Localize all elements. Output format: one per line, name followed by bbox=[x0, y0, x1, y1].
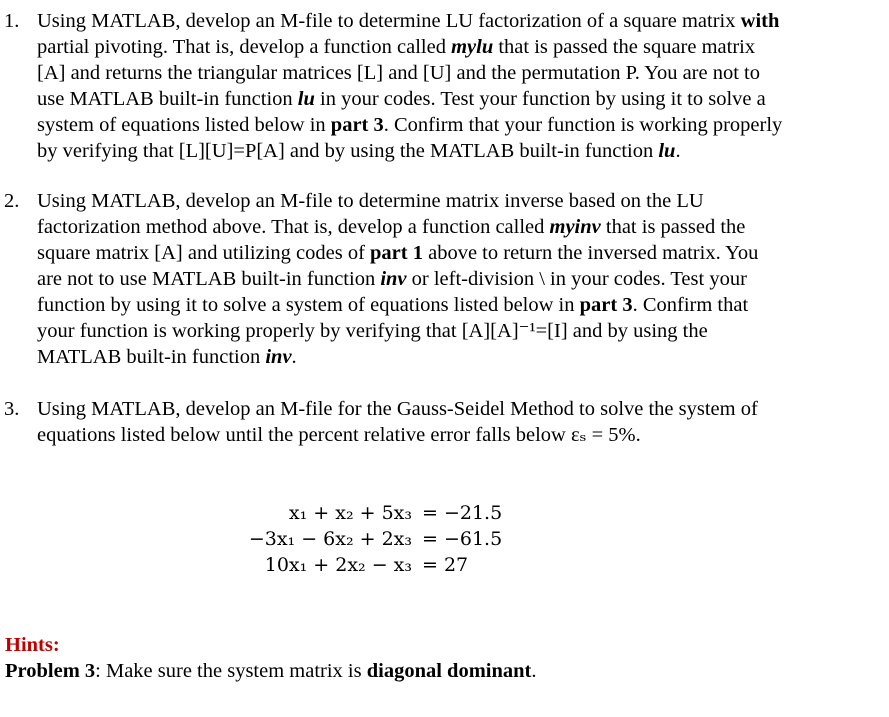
equation-rhs: = 27 bbox=[422, 554, 469, 576]
text-run: . Confirm that bbox=[632, 294, 749, 316]
text-run: that is passed the square matrix bbox=[493, 36, 756, 58]
text-run: Using MATLAB, develop an M-file to determine LU factorization of a square matrix bbox=[37, 10, 741, 32]
equation-lhs: 10x₁ + 2x₂ − x₃ bbox=[264, 554, 412, 576]
equation-rhs: = −61.5 bbox=[422, 528, 503, 550]
emphasis-text: with bbox=[740, 10, 780, 32]
text-line bbox=[37, 292, 880, 318]
equation-system bbox=[248, 500, 620, 578]
problem-text bbox=[37, 188, 880, 370]
text-line bbox=[37, 396, 880, 422]
hints-text bbox=[5, 658, 536, 684]
text-run: Using MATLAB, develop an M-file to determine matrix inverse based on the LU bbox=[37, 190, 704, 212]
emphasis-text: part 3 bbox=[579, 294, 633, 316]
text-line bbox=[37, 188, 880, 214]
equation-row bbox=[248, 526, 620, 552]
text-run: by verifying that [L][U]=P[A] and by using the MATLAB built-in function bbox=[37, 140, 659, 162]
text-run: function by using it to solve a system of equations listed below in bbox=[37, 294, 580, 316]
equation-lhs: −3x₁ − 6x₂ + 2x₃ bbox=[248, 528, 412, 550]
emphasis-text: lu bbox=[658, 140, 676, 162]
text-run: partial pivoting. That is, develop a function called bbox=[37, 36, 452, 58]
text-run: above to return the inversed matrix. You bbox=[422, 242, 759, 264]
text-run: in your codes. Test your function by using it to solve a bbox=[314, 88, 766, 110]
text-line bbox=[37, 8, 880, 34]
problem-number: 3. bbox=[4, 398, 20, 420]
text-run: factorization method above. That is, develop a function called bbox=[37, 216, 550, 238]
emphasis-text: inv bbox=[380, 268, 407, 290]
equation-lhs: x₁ + x₂ + 5x₃ bbox=[288, 502, 412, 524]
problem-text bbox=[37, 8, 880, 164]
text-line bbox=[37, 214, 880, 240]
text-line bbox=[37, 318, 880, 344]
equation-rhs: = −21.5 bbox=[422, 502, 503, 524]
emphasis-text: inv bbox=[265, 346, 292, 368]
problem-3 bbox=[0, 396, 880, 448]
problem-number: 1. bbox=[4, 10, 20, 32]
text-run: that is passed the bbox=[600, 216, 746, 238]
text-line bbox=[37, 422, 880, 448]
text-run: use MATLAB built-in function bbox=[37, 88, 298, 110]
text-run: system of equations listed below in bbox=[37, 114, 331, 136]
problem-2 bbox=[0, 188, 880, 370]
text-run: . Confirm that your function is working properly bbox=[383, 114, 783, 136]
text-line bbox=[37, 86, 880, 112]
text-line bbox=[37, 138, 880, 164]
text-run: your function is working properly by verifying that [A][A]⁻¹=[I] and by using the bbox=[37, 320, 708, 342]
hint-emphasis: diagonal dominant bbox=[366, 660, 532, 682]
hint-end: . bbox=[531, 660, 537, 682]
problem-number: 2. bbox=[4, 190, 20, 212]
text-run: are not to use MATLAB built-in function bbox=[37, 268, 381, 290]
text-line bbox=[37, 112, 880, 138]
emphasis-text: myinv bbox=[549, 216, 601, 238]
equation-row bbox=[260, 552, 620, 578]
text-run: equations listed below until the percent relative error falls below εₛ = 5%. bbox=[37, 424, 641, 446]
emphasis-text: part 1 bbox=[370, 242, 423, 264]
emphasis-text: part 3 bbox=[330, 114, 384, 136]
text-run: MATLAB built-in function bbox=[37, 346, 266, 368]
text-run: or left-division \ in your codes. Test your bbox=[406, 268, 747, 290]
text-run: square matrix [A] and utilizing codes of bbox=[37, 242, 371, 264]
text-line bbox=[37, 34, 880, 60]
equation-row bbox=[260, 500, 620, 526]
text-line bbox=[37, 266, 880, 292]
text-line bbox=[37, 60, 880, 86]
problem-text bbox=[37, 396, 880, 448]
text-run: Using MATLAB, develop an M-file for the Gauss-Seidel Method to solve the system of bbox=[37, 398, 758, 420]
emphasis-text: mylu bbox=[451, 36, 494, 58]
text-run: . bbox=[675, 140, 681, 162]
text-run: . bbox=[291, 346, 297, 368]
hint-body: : Make sure the system matrix is bbox=[95, 660, 367, 682]
problem-1 bbox=[0, 8, 880, 164]
hints-title: Hints: bbox=[5, 634, 60, 656]
text-line bbox=[37, 344, 880, 370]
text-line bbox=[37, 240, 880, 266]
hint-label: Problem 3 bbox=[5, 660, 96, 682]
text-run: [A] and returns the triangular matrices [L] and [U] and the permutation P. You are not to bbox=[37, 62, 760, 84]
emphasis-text: lu bbox=[297, 88, 315, 110]
